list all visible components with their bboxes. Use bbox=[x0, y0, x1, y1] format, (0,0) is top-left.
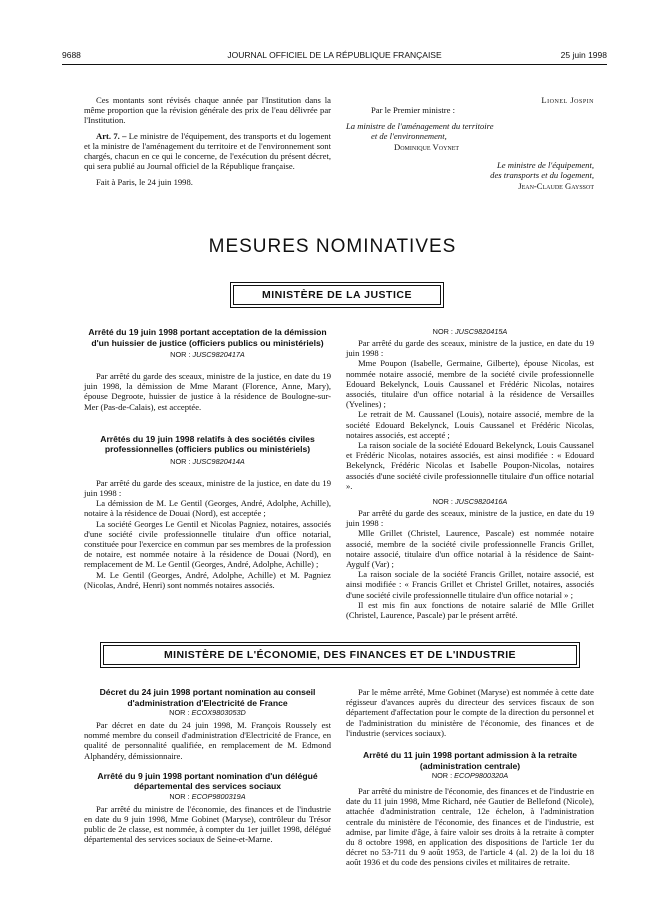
paragraph: La raison sociale de la société Edouard Bekelynck, Louis Caussanel et Frédéric Nicolas, notaires associés, est ainsi modifiée : « Edouard Bekelynck, Frédéric Nicolas et Isabelle Poupon-Nicolas, notaires associés d'une société civile professionnelle titulaire d'un office notarial ». bbox=[346, 440, 594, 491]
nor-line: NOR : ECOX9803053D bbox=[169, 708, 246, 717]
nor-code: JUSC9820415A bbox=[454, 327, 508, 336]
nor-line: NOR : JUSC9820417A bbox=[170, 350, 245, 359]
paragraph: La raison sociale de la société Francis Grillet, notaire associé, est ainsi modifiée : « Francis Grillet et Christel Grillet, notaires, associés d'une société civile professionnelle titulaire d'un office notarial » ; bbox=[346, 569, 594, 600]
paragraph: Le retrait de M. Caussanel (Louis), notaire associé, membre de la société Edouard Bekelynck, Louis Caussanel et Frédéric Nicolas, notaires associés, est accepté ; bbox=[346, 409, 594, 440]
decret-title: Décret du 24 juin 1998 portant nomination au conseil d'administration d'Electricité de France bbox=[99, 687, 316, 708]
arrete-title: Arrêté du 19 juin 1998 portant acceptation de la démission d'un huissier de justice (officiers publics ou ministériels) bbox=[88, 327, 327, 348]
paragraph: Par arrêté du garde des sceaux, ministre de la justice, en date du 19 juin 1998, la démission de Mme Marant (Florence, Anne, Mary), épouse Degroote, huissier de justice à la résidence de Boulogne-sur-Mer (Pas-de-Calais), est acceptée. bbox=[84, 371, 331, 412]
minister-title: La ministre de l'aménagement du territoire bbox=[346, 120, 494, 131]
article-text: Le ministre de l'équipement, des transports et du logement et la ministre de l'aménagement du territoire et de l'environnement sont chargés, chacun en ce qui le concerne, de l'exécution du présent décret, qui sera publié au Journal officiel de la République française. bbox=[84, 130, 331, 172]
ministry-box bbox=[100, 642, 580, 668]
minister-title: et de l'environnement, bbox=[371, 131, 447, 142]
paragraph: Il est mis fin aux fonctions de notaire salarié de Mlle Grillet (Christel, Laurence, Pascale) par le présent arrêté. bbox=[346, 599, 594, 621]
arrete-title: Arrêté du 11 juin 1998 portant admission à la retraite (administration centrale) bbox=[363, 750, 577, 771]
minister-title: Le ministre de l'équipement, bbox=[497, 160, 594, 171]
nor-code: ECOP9800319A bbox=[191, 791, 246, 801]
paragraph: Par le même arrêté, Mme Gobinet (Maryse) est nommée à cette date régisseur d'avances auprès du directeur des services fiscaux de son département d'affectation pour le compte de la direction du personnel et de l'administration du ministère de l'économie, des finances et de l'industrie (services sociaux). bbox=[346, 687, 594, 738]
nor-line: NOR : JUSC9820416A bbox=[432, 497, 508, 507]
paragraph: Par arrêté du garde des sceaux, ministre de la justice, en date du 19 juin 1998 : bbox=[346, 508, 594, 529]
paragraph: Par arrêté du ministre de l'économie, des finances et de l'industrie en date du 11 juin 1998, Mme Richard, née Gautier de Bellefond (Nicole), attachée d'administration centrale, 12e échelon, à l'administration centrale du ministère de l'économie, des finances et de l'industrie, est admise, par limite d'âge, à faire valoir ses droits à la retraite à compter du 8 octobre 1998, en application des dispositions de l'article 1er du décret no 53-711 du 9 août 1953, de l'article 4 (al. 2) de la loi du 18 août 1936 et du code des pensions civiles et militaires de retraite. bbox=[346, 786, 594, 868]
journal-title: JOURNAL OFFICIEL DE LA RÉPUBLIQUE FRANÇAISE bbox=[227, 50, 442, 60]
arrete-title: Arrêté du 9 juin 1998 portant nomination d'un délégué départemental des services sociaux bbox=[97, 770, 318, 792]
paragraph: La démission de M. Le Gentil (Georges, André, Adolphe, Achille), notaire à la résidence de Douai (Nord), est acceptée ; bbox=[84, 498, 331, 519]
justice-right-column bbox=[346, 325, 594, 620]
header-rule bbox=[62, 64, 607, 65]
nor-line: NOR : ECOP9800320A bbox=[431, 771, 509, 781]
paragraph: La société Georges Le Gentil et Nicolas Pagniez, notaires, associés d'une société civile professionnelle titulaire d'un office notarial, constituée pour l'exercice en commun par ses membres de la profession de notaire, est nommée notaire à la résidence de Douai (Nord), en remplacement de M. Le Gentil (Georges, André, Adolphe, Achille) ; bbox=[84, 518, 331, 570]
paragraph: Par arrêté du ministre de l'économie, des finances et de l'industrie en date du 9 juin 1998, Mme Gobinet (Maryse), contrôleur du Trésor public de 2e classe, est nommée, à compter du 1er juillet 1998, délégué départemental des services sociaux de Seine-et-Marne. bbox=[84, 803, 331, 845]
article-label: Art. 7. – bbox=[96, 130, 127, 141]
nor-line: NOR : JUSC9820414A bbox=[170, 456, 245, 466]
nor-line: NOR : ECOP9800319A bbox=[169, 791, 246, 801]
signature-block bbox=[346, 95, 594, 191]
page-number: 9688 bbox=[62, 50, 81, 60]
arrete-title: Arrêtés du 19 juin 1998 relatifs à des sociétés civiles professionnelles (officiers publics ou ministériels) bbox=[100, 433, 315, 455]
paragraph: Par arrêté du garde des sceaux, ministre de la justice, en date du 19 juin 1998 : bbox=[346, 338, 594, 359]
article-7 bbox=[84, 131, 331, 172]
paragraph: Ces montants sont révisés chaque année par l'Institution dans la même proportion que la révision générale des prix de l'eau délivrée par l'Institution. bbox=[84, 95, 331, 126]
economie-right-column bbox=[346, 687, 594, 868]
paragraph: M. Le Gentil (Georges, André, Adolphe, Achille) et M. Pagniez (Nicolas, André, Henri) sont nommés notaires associés. bbox=[84, 569, 331, 590]
paragraph: Par décret en date du 24 juin 1998, M. François Roussely est nommé membre du conseil d'administration d'Electricité de France, en qualité de personnalité qualifiée, en remplacement de M. Edmond Alphandéry, démissionnaire. bbox=[84, 720, 331, 761]
minister-title: des transports et du logement, bbox=[490, 170, 594, 181]
paragraph: Mlle Grillet (Christel, Laurence, Pascale) est nommée notaire associé, membre de la société civile professionnelle Francis Grillet, notaire associé, titulaire d'un office notarial à la résidence de Saint-Aygulf (Var) ; bbox=[346, 528, 594, 570]
nor-code: ECOX9803053D bbox=[191, 708, 246, 717]
paragraph: Mme Poupon (Isabelle, Germaine, Gilberte), épouse Nicolas, est nommée notaire associé, membre de la société civile professionnelle Edouard Bekelynck, Louis Caussanel et Frédéric Nicolas, notaires associés, titulaire d'un office notarial à la résidence de Versailles (Yvelines) ; bbox=[346, 358, 594, 410]
nor-code: JUSC9820417A bbox=[192, 350, 245, 359]
paragraph: Par arrêté du garde des sceaux, ministre de la justice, en date du 19 juin 1998 : bbox=[84, 477, 331, 499]
signature-intro: Par le Premier ministre : bbox=[371, 105, 456, 116]
nor-code: JUSC9820414A bbox=[192, 456, 245, 466]
justice-left-column bbox=[84, 327, 331, 590]
signatory-name: Lionel Jospin bbox=[541, 95, 594, 105]
ministry-title: MINISTÈRE DE LA JUSTICE bbox=[262, 289, 412, 301]
nor-line: NOR : JUSC9820415A bbox=[432, 327, 508, 336]
nor-code: JUSC9820416A bbox=[454, 497, 508, 507]
fait-line: Fait à Paris, le 24 juin 1998. bbox=[96, 177, 193, 188]
signatory-name: Jean-Claude Gayssot bbox=[518, 180, 594, 191]
section-heading: MESURES NOMINATIVES bbox=[208, 236, 457, 257]
top-left-text bbox=[84, 95, 331, 188]
nor-code: ECOP9800320A bbox=[454, 771, 509, 781]
ministry-title: MINISTÈRE DE L'ÉCONOMIE, DES FINANCES ET DE L'INDUSTRIE bbox=[164, 649, 516, 661]
economie-left-column bbox=[84, 687, 331, 845]
running-header bbox=[62, 50, 607, 64]
ministry-box bbox=[230, 282, 444, 308]
issue-date: 25 juin 1998 bbox=[560, 50, 607, 60]
signatory-name: Dominique Voynet bbox=[394, 141, 460, 152]
